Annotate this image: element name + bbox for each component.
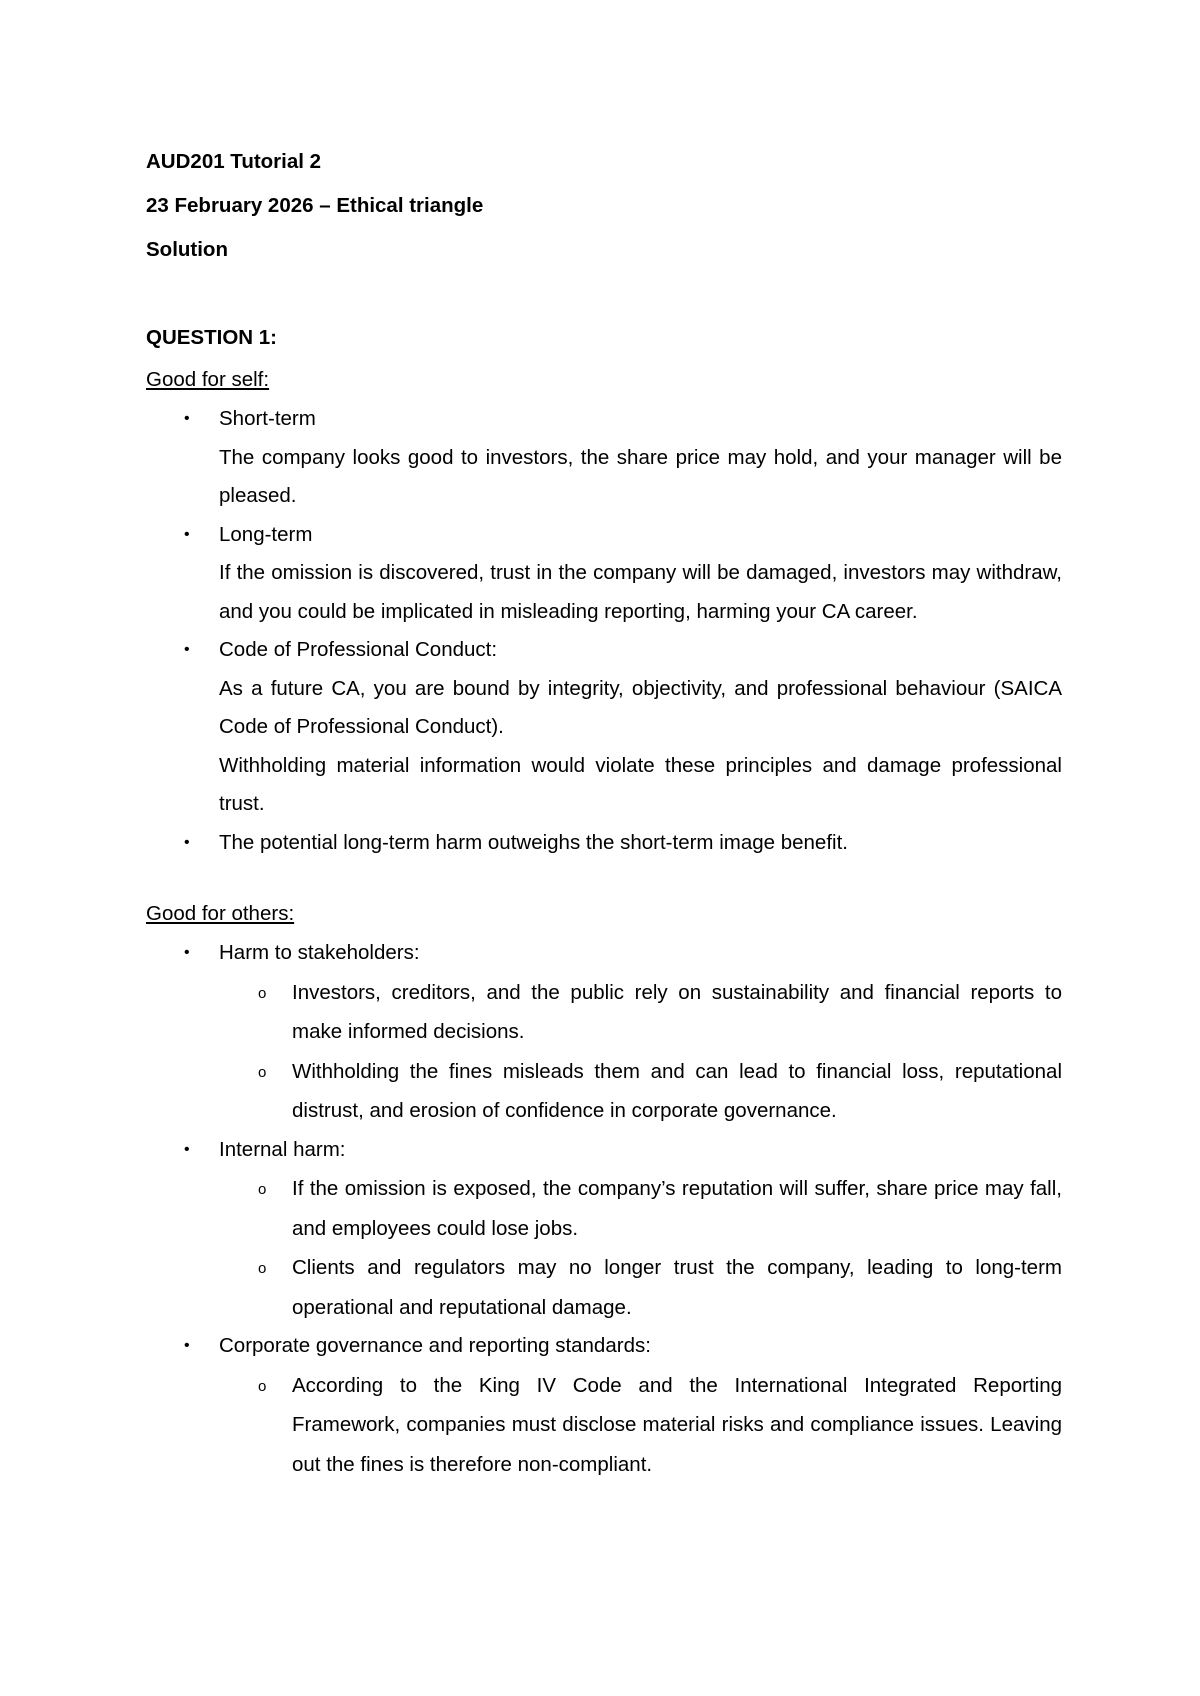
sub-bullet-icon: o bbox=[258, 984, 267, 1002]
sub-bullet-icon: o bbox=[258, 1377, 267, 1395]
good-for-self-list bbox=[146, 400, 1062, 862]
spacer bbox=[146, 272, 1062, 316]
item-title: Short-term bbox=[219, 407, 316, 430]
good-for-others-list bbox=[146, 934, 1062, 1484]
item-title: The potential long-term harm outweighs the short-term image benefit. bbox=[219, 830, 848, 854]
list-item bbox=[146, 516, 1062, 632]
sub-item-text: Withholding the fines misleads them and can lead to financial loss, reputational distrust, and erosion of confidence in corporate governance. bbox=[292, 1059, 1062, 1122]
item-title: Harm to stakeholders: bbox=[219, 941, 420, 964]
bullet-icon: • bbox=[184, 410, 190, 427]
sub-list-item bbox=[219, 1366, 1062, 1485]
list-item bbox=[146, 934, 1062, 1131]
sub-item-text: According to the King IV Code and the International Integrated Reporting Framework, companies must disclose material risks and compliance issues. Leaving out the fines is therefore non-compliant. bbox=[292, 1373, 1062, 1476]
sub-bullet-icon: o bbox=[258, 1260, 267, 1277]
sub-bullet-icon: o bbox=[258, 1181, 267, 1198]
item-body: If the omission is discovered, trust in the company will be damaged, investors may withdraw, and you could be implicated in misleading reporting, harming your CA career. bbox=[219, 561, 1062, 623]
sub-list-item bbox=[219, 1052, 1062, 1131]
question-title: QUESTION 1: bbox=[146, 326, 277, 349]
item-title: Long-term bbox=[219, 522, 313, 546]
item-title: Internal harm: bbox=[219, 1137, 346, 1161]
sub-list bbox=[219, 1169, 1062, 1327]
item-title: Code of Professional Conduct: bbox=[219, 638, 498, 661]
sub-item-text: Investors, creditors, and the public rely on sustainability and financial reports to make informed decisions. bbox=[292, 980, 1062, 1043]
bullet-icon: • bbox=[184, 525, 190, 543]
item-body: The company looks good to investors, the share price may hold, and your manager will be pleased. bbox=[219, 445, 1062, 507]
item-body: As a future CA, you are bound by integrity, objectivity, and professional behaviour (SAICA Code of Professional Conduct). bbox=[219, 676, 1062, 738]
list-item bbox=[146, 1131, 1062, 1328]
sub-list-item bbox=[219, 1169, 1062, 1248]
date-topic: 23 February 2026 – Ethical triangle bbox=[146, 194, 484, 217]
sub-item-text: If the omission is exposed, the company’s reputation will suffer, share price may fall, and employees could lose jobs. bbox=[292, 1177, 1062, 1240]
document-page bbox=[146, 140, 1062, 1484]
list-item bbox=[146, 631, 1062, 824]
list-item bbox=[146, 824, 1062, 863]
sub-item-text: Clients and regulators may no longer trust the company, leading to long-term operational and reputational damage. bbox=[292, 1256, 1062, 1319]
bullet-icon: • bbox=[184, 833, 190, 851]
sub-list-item bbox=[219, 1248, 1062, 1327]
bullet-icon: • bbox=[184, 1140, 190, 1158]
list-item bbox=[146, 400, 1062, 516]
sub-list bbox=[219, 1366, 1062, 1485]
bullet-icon: • bbox=[184, 1337, 190, 1354]
good-for-others-heading: Good for others: bbox=[146, 902, 295, 925]
list-item bbox=[146, 1327, 1062, 1484]
sub-list-item bbox=[219, 973, 1062, 1052]
solution-label: Solution bbox=[146, 238, 228, 261]
bullet-icon: • bbox=[184, 944, 190, 961]
spacer bbox=[146, 862, 1062, 894]
good-for-self-heading: Good for self: bbox=[146, 368, 270, 391]
sub-bullet-icon: o bbox=[258, 1063, 267, 1081]
course-title: AUD201 Tutorial 2 bbox=[146, 150, 322, 173]
item-title: Corporate governance and reporting standards: bbox=[219, 1334, 651, 1357]
sub-list bbox=[219, 973, 1062, 1131]
bullet-icon: • bbox=[184, 641, 190, 658]
item-body: Withholding material information would violate these principles and damage professional trust. bbox=[219, 753, 1062, 815]
